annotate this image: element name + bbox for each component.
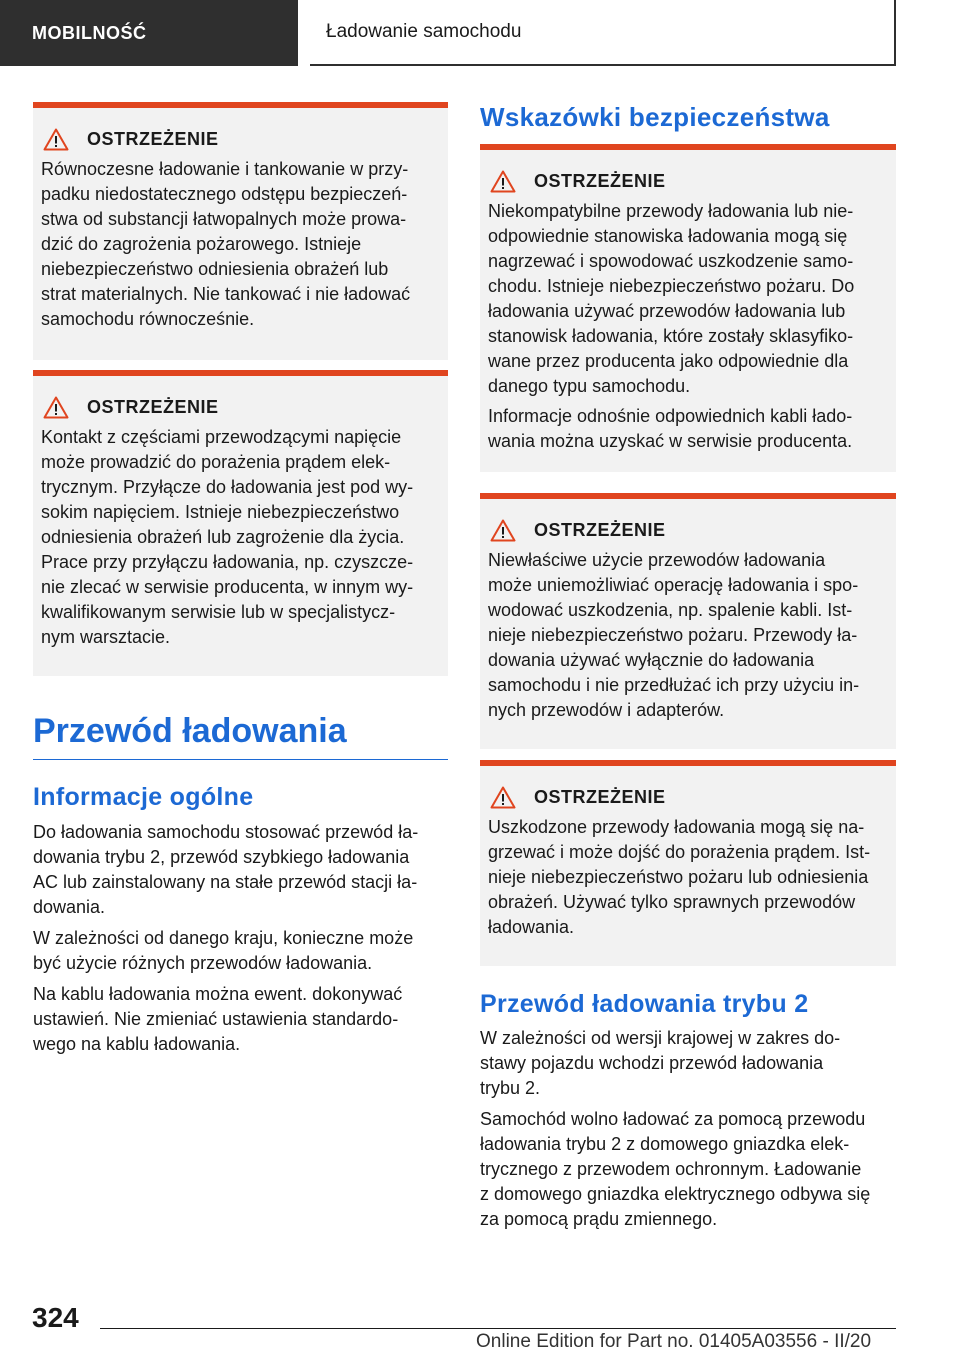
header-chapter-tab — [310, 0, 896, 66]
warning-box — [33, 102, 448, 360]
warning-title: OSTRZEŻENIE — [534, 787, 666, 807]
warning-header — [488, 786, 888, 809]
warning-line: Kontakt z częściami przewodzącymi napięcie — [41, 427, 402, 447]
warning-body — [488, 199, 888, 454]
warning-box — [33, 370, 448, 676]
warning-line: może prowadzić do porażenia prądem elek- — [41, 452, 391, 472]
warning-line: Równoczesne ładowanie i tankowanie w przy- — [41, 159, 409, 179]
warning-line: sokim napięciem. Istnieje niebezpieczeństwo — [41, 502, 400, 522]
warning-header — [41, 128, 440, 151]
warning-line: strat materialnych. Nie tankować i nie ładować — [41, 284, 411, 304]
section-title: Przewód ładowania — [33, 712, 448, 760]
header-section-tab — [0, 0, 298, 66]
paragraph: Do ładowania samochodu stosować przewód ła- dowania trybu 2, przewód szybkiego ładowania AC lub zainstalowany na stałe przewód stacji ła- dowania. — [33, 822, 419, 917]
warning-line: Prace przy przyłączu ładowania, np. czyszcze- — [41, 552, 414, 572]
warning-header — [488, 519, 888, 542]
warning-paragraph: Niewłaściwe użycie przewodów ładowania może uniemożliwiać operację ładowania i spo- wodować uszkodzenia, np. spalenie kabli. Ist- nieje niebezpieczeństwo pożaru. Przewody ła- dowania używać wyłącznie do ładowania samochodu i nie przedłużać ich przy użyciu in- nych przewodów i adapterów. — [488, 550, 860, 720]
warning-line: kwalifikowanym serwisie lub w specjalistycz- — [41, 602, 396, 622]
header-chapter-label: Ładowanie samochodu — [326, 21, 522, 42]
warning-header — [488, 170, 888, 193]
warning-line: odniesienia obrażeń lub zagrożenie dla życia. — [41, 527, 405, 547]
warning-paragraph: Uszkodzone przewody ładowania mogą się na- grzewać i może dojść do porażenia prądem. Ist- nieje niebezpieczeństwo pożaru lub odniesienia obrażeń. Używać tylko sprawnych przewodów ładowania. — [488, 817, 871, 937]
warning-body — [41, 425, 440, 650]
paragraph: Samochód wolno ładować za pomocą przewodu ładowania trybu 2 z domowego gniazdka elek- trycznego z przewodem ochronnym. Ładowanie z domowego gniazdka elektrycznego odbywa się za pomocą prądu zmiennego. — [480, 1109, 871, 1229]
footer-divider — [100, 1328, 896, 1329]
warning-header — [41, 396, 440, 419]
warning-paragraph: Niekompatybilne przewody ładowania lub nie- odpowiednie stanowiska ładowania mogą się nagrzewać i spowodować uszkodzenie samo- chodu. Istnieje niebezpieczeństwo pożaru. Do ładowania używać przewodów ładowania lub stanowisk ładowania, które zostały sklasyfiko- wane przez producenta jako odpowiednie dla danego typu samochodu. — [488, 201, 855, 396]
warning-triangle-icon — [43, 396, 69, 419]
paragraph: Na kablu ładowania można ewent. dokonywać ustawień. Nie zmieniać ustawienia standardo- wego na kablu ładowania. — [33, 984, 403, 1054]
subsection-title: Informacje ogólne — [33, 783, 254, 811]
warning-title: OSTRZEŻENIE — [534, 520, 666, 540]
footer-edition: Online Edition for Part no. 01405A03556 - II/20 — [476, 1331, 872, 1352]
warning-line: nym warsztacie. — [41, 627, 171, 647]
warning-title: OSTRZEŻENIE — [87, 129, 219, 149]
warning-line: niebezpieczeństwo odniesienia obrażeń lub — [41, 259, 389, 279]
warning-triangle-icon — [490, 170, 516, 193]
section-title: Wskazówki bezpieczeństwa — [480, 102, 830, 132]
warning-line: trycznym. Przyłącze do ładowania jest pod wy- — [41, 477, 414, 497]
warning-title: OSTRZEŻENIE — [87, 397, 219, 417]
subsection-title: Przewód ładowania trybu 2 — [480, 990, 809, 1018]
warning-triangle-icon — [490, 519, 516, 542]
warning-body — [41, 157, 440, 332]
paragraph: W zależności od danego kraju, konieczne może być użycie różnych przewodów ładowania. — [33, 928, 414, 973]
body-text — [33, 820, 448, 1063]
body-text — [480, 1026, 896, 1238]
warning-triangle-icon — [490, 786, 516, 809]
warning-body — [488, 548, 888, 723]
warning-line: dzić do zagrożenia pożarowego. Istnieje — [41, 234, 362, 254]
warning-line: samochodu równocześnie. — [41, 309, 255, 329]
warning-box — [480, 144, 896, 472]
header-section-label: MOBILNOŚĆ — [32, 22, 147, 43]
page-number: 324 — [32, 1302, 79, 1333]
warning-body — [488, 815, 888, 940]
warning-title: OSTRZEŻENIE — [534, 171, 666, 191]
warning-paragraph: Informacje odnośnie odpowiednich kabli łado- wania można uzyskać w serwisie producenta. — [488, 406, 853, 451]
warning-box — [480, 493, 896, 749]
warning-line: stwa od substancji łatwopalnych może prowa- — [41, 209, 407, 229]
warning-triangle-icon — [43, 128, 69, 151]
warning-line: nie zlecać w serwisie producenta, w innym wy- — [41, 577, 414, 597]
warning-line: padku niedostatecznego odstępu bezpieczeń- — [41, 184, 408, 204]
warning-box — [480, 760, 896, 966]
paragraph: W zależności od wersji krajowej w zakres do- stawy pojazdu wchodzi przewód ładowania trybu 2. — [480, 1028, 841, 1098]
